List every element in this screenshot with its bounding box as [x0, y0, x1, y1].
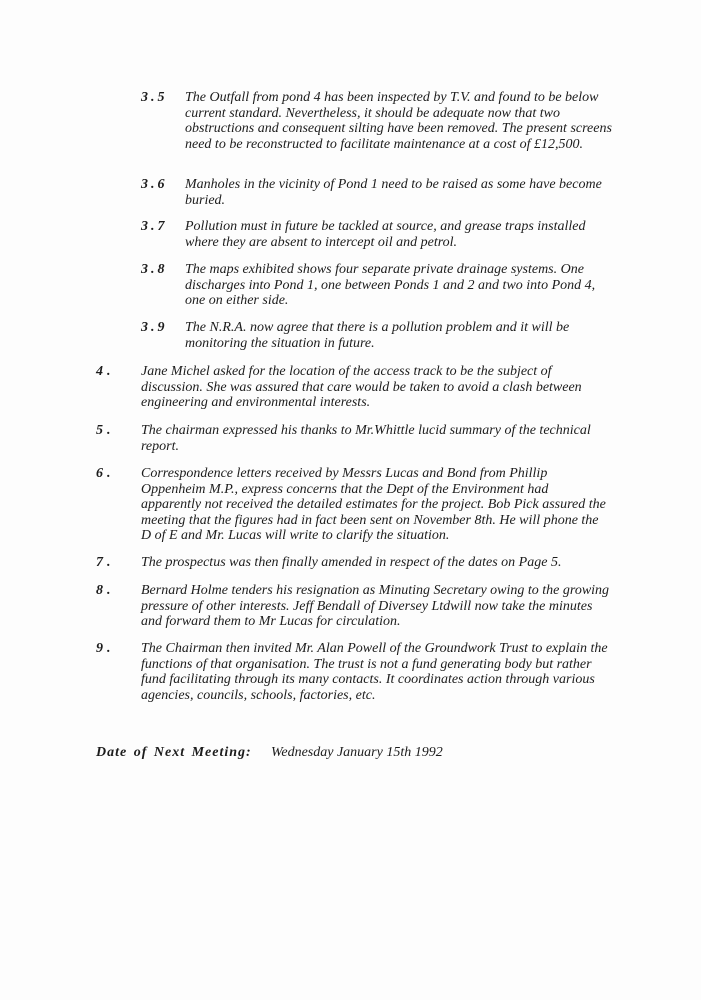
item-text: Pollution must in future be tackled at source, and grease traps installed where they are absent to intercept oil and petrol. — [185, 219, 586, 250]
item-number: 3.9 — [141, 320, 168, 335]
item-text: The Chairman then invited Mr. Alan Powell of the Groundwork Trust to explain the functions of that organisation. The trust is not a fund generating body but rather fund facilitating through its many contacts. It coordinates action through various agencies, councils, schools, factories, etc. — [141, 641, 608, 703]
item-number: 3.5 — [141, 90, 168, 105]
item-number: 6. — [96, 466, 115, 481]
item-text: The prospectus was then finally amended in respect of the dates on Page 5. — [141, 555, 562, 570]
item-number: 3.6 — [141, 177, 168, 192]
item-text: The Outfall from pond 4 has been inspected by T.V. and found to be below current standard. Nevertheless, it should be adequate now that two obstructions and consequent silting have been removed. The present screens need to be reconstructed to facilitate maintenance at a cost of £12,500. — [185, 90, 612, 152]
item-number: 5. — [96, 423, 115, 438]
item-text: Bernard Holme tenders his resignation as Minuting Secretary owing to the growing pressure of other interests. Jeff Bendall of Diversey Ltdwill now take the minutes and forward them to Mr Lucas for circulation. — [141, 583, 610, 629]
next-meeting-label: Date of Next Meeting: — [96, 745, 252, 760]
next-meeting — [96, 745, 443, 761]
item-number: 9. — [96, 641, 115, 656]
item-number: 4. — [96, 364, 115, 379]
item-text: The chairman expressed his thanks to Mr.Whittle lucid summary of the technical report. — [141, 423, 591, 454]
item-text: The maps exhibited shows four separate private drainage systems. One discharges into Pond 1, one between Ponds 1 and 2 and two into Pond 4, one on either side. — [185, 262, 596, 308]
item-text: Manholes in the vicinity of Pond 1 need to be raised as some have become buried. — [185, 177, 602, 208]
item-number: 3.8 — [141, 262, 168, 277]
item-number: 7. — [96, 555, 115, 570]
next-meeting-date: Wednesday January 15th 1992 — [271, 745, 443, 760]
item-text: Correspondence letters received by Messrs Lucas and Bond from Phillip Oppenheim M.P., express concerns that the Dept of the Environment had apparently not received the detailed estimates for the project. Bob Pick assured the meeting that the figures had in fact been sent on November 8th. He will phone the D of E and Mr. Lucas will write to clarify the situation. — [141, 466, 606, 543]
item-text: The N.R.A. now agree that there is a pollution problem and it will be monitoring the situation in future. — [185, 320, 570, 351]
item-text: Jane Michel asked for the location of the access track to be the subject of discussion. She was assured that care would be taken to avoid a clash between engineering and environmental interests. — [141, 364, 582, 410]
item-number: 3.7 — [141, 219, 168, 234]
item-number: 8. — [96, 583, 115, 598]
